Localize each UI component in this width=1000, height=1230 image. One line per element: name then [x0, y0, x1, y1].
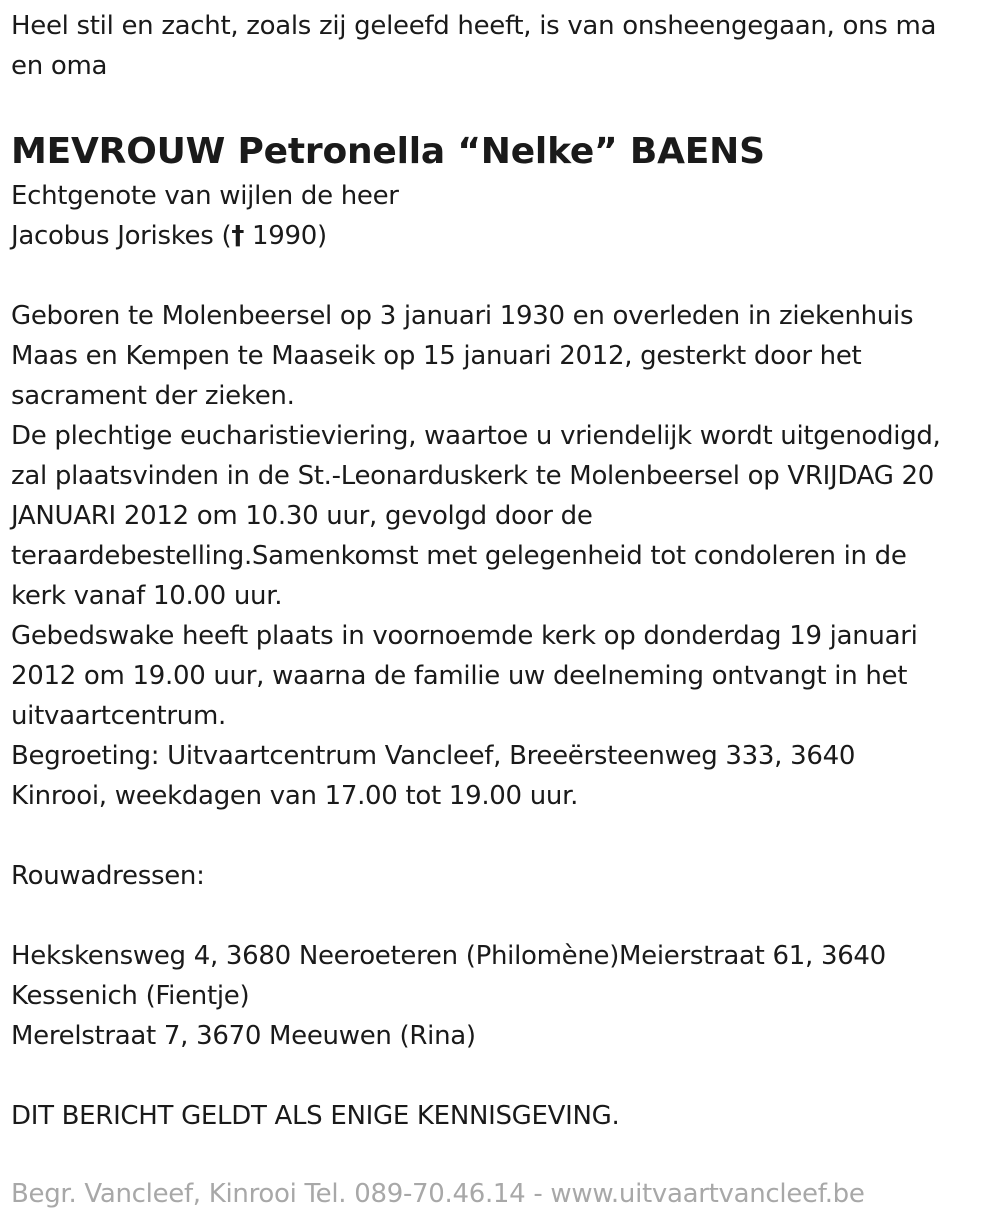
body-line: teraardebestelling.Samenkomst met gelegenheid tot condoleren in de	[11, 541, 907, 571]
body-line: JANUARI 2012 om 10.30 uur, gevolgd door de	[11, 501, 593, 531]
body-line: 2012 om 19.00 uur, waarna de familie uw deelneming ontvangt in het	[11, 661, 908, 691]
address-line: Hekskensweg 4, 3680 Neeroeteren (Philomène)Meierstraat 61, 3640	[11, 941, 886, 971]
spouse-name-suffix: 1990)	[244, 221, 327, 251]
address-line: Kessenich (Fientje)	[11, 981, 250, 1011]
addresses-heading: Rouwadressen:	[11, 861, 205, 891]
spouse-line-1: Echtgenote van wijlen de heer	[11, 181, 399, 211]
body-line: zal plaatsvinden in de St.-Leonarduskerk te Molenbeersel op VRIJDAG 20	[11, 461, 935, 491]
spacer	[11, 816, 991, 856]
body-line: De plechtige eucharistieviering, waartoe u vriendelijk wordt uitgenodigd,	[11, 421, 941, 451]
spouse-name-prefix: Jacobus Joriskes (	[11, 221, 232, 251]
spacer	[11, 256, 991, 296]
funeral-home-footer: Begr. Vancleef, Kinrooi Tel. 089-70.46.14 - www.uitvaartvancleef.be	[11, 1179, 865, 1209]
body-line: Kinrooi, weekdagen van 17.00 tot 19.00 uur.	[11, 781, 579, 811]
intro-line-1: Heel stil en zacht, zoals zij geleefd heeft, is van onsheengegaan, ons ma	[11, 11, 937, 41]
body-line: Gebedswake heeft plaats in voornoemde kerk op donderdag 19 januari	[11, 621, 918, 651]
address-line: Merelstraat 7, 3670 Meeuwen (Rina)	[11, 1021, 476, 1051]
body-line: sacrament der zieken.	[11, 381, 295, 411]
body-line: uitvaartcentrum.	[11, 701, 226, 731]
body-line: Geboren te Molenbeersel op 3 januari 1930 en overleden in ziekenhuis	[11, 301, 914, 331]
spacer	[11, 896, 991, 936]
body-line: kerk vanaf 10.00 uur.	[11, 581, 283, 611]
cross-icon: †	[231, 221, 245, 251]
spouse-line-2	[11, 216, 991, 256]
deceased-name: MEVROUW Petronella “Nelke” BAENS	[11, 131, 765, 172]
body-line: Maas en Kempen te Maaseik op 15 januari 2012, gesterkt door het	[11, 341, 862, 371]
obituary-notice	[11, 6, 991, 1136]
body-line: Begroeting: Uitvaartcentrum Vancleef, Breeërsteenweg 333, 3640	[11, 741, 856, 771]
intro-line-2: en oma	[11, 51, 108, 81]
spacer	[11, 1056, 991, 1096]
notice-line: DIT BERICHT GELDT ALS ENIGE KENNISGEVING.	[11, 1101, 620, 1131]
